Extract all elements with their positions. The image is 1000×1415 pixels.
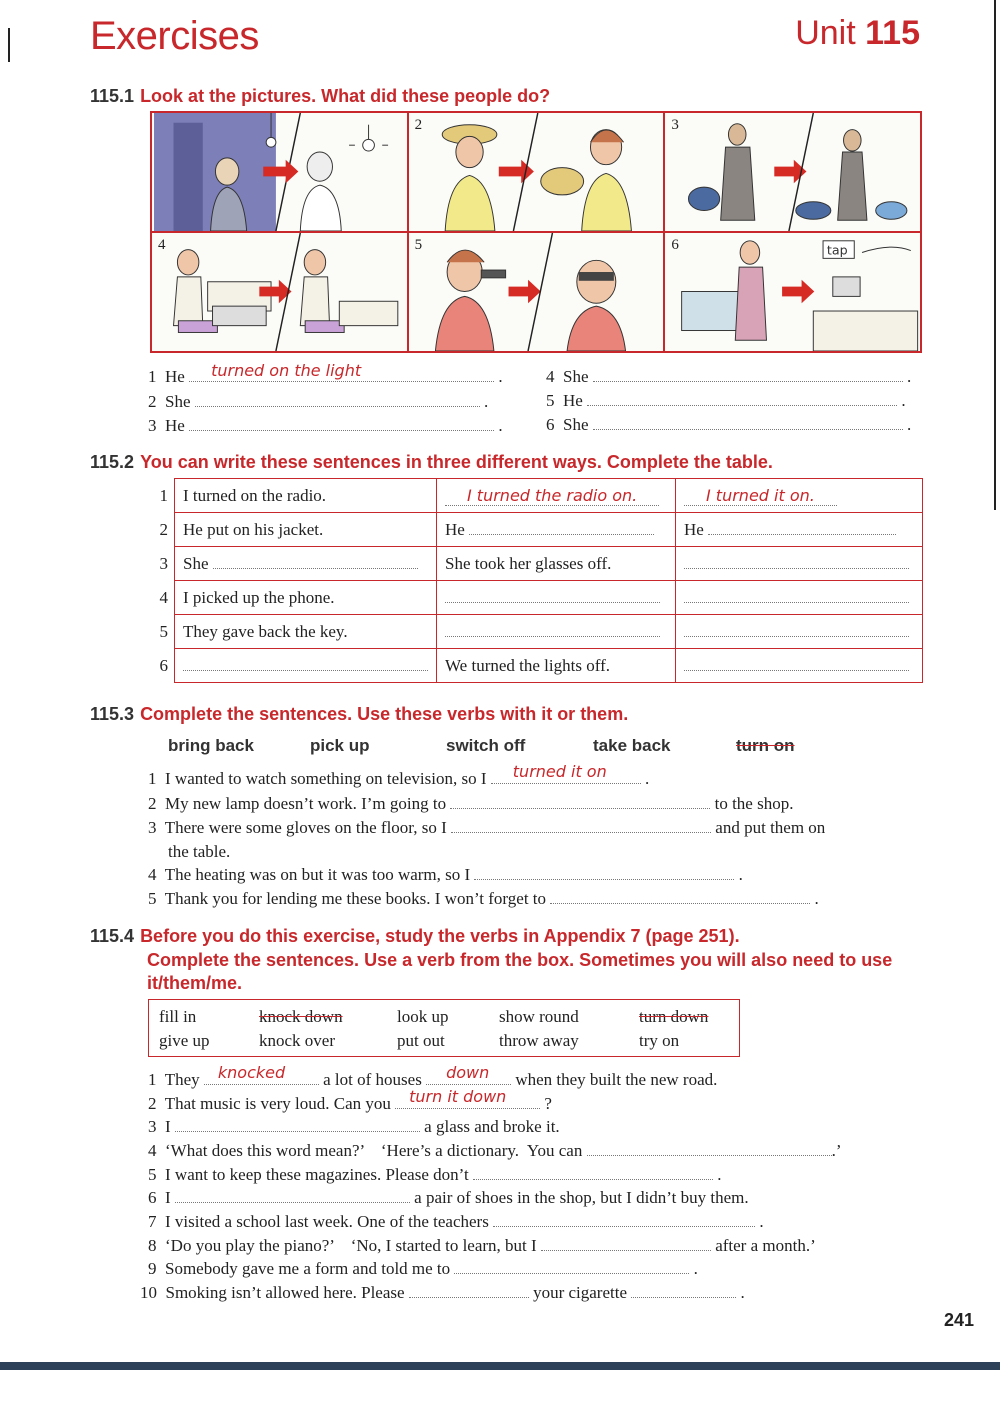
box-verb: knock over bbox=[259, 1031, 336, 1050]
ex3-line-1: 1 I wanted to watch something on television, so I turned it on . bbox=[148, 762, 650, 788]
picture-6: 6 tap bbox=[664, 232, 921, 352]
answer-field-5[interactable] bbox=[587, 391, 897, 406]
answer-field-3[interactable] bbox=[189, 416, 494, 431]
ex4-answer-10b[interactable] bbox=[631, 1283, 736, 1298]
box-verb: show round bbox=[499, 1007, 579, 1026]
ex4-line-2: 2 That music is very loud. Can you turn it down ? bbox=[148, 1087, 552, 1113]
ex3-answer-1[interactable]: turned it on bbox=[491, 769, 641, 784]
verb-item: take back bbox=[593, 736, 671, 755]
table-cell-input[interactable] bbox=[684, 554, 909, 569]
verb-item: pick up bbox=[310, 736, 370, 755]
picture-4: 4 bbox=[151, 232, 408, 352]
table-cell-input[interactable] bbox=[708, 520, 896, 535]
verb-item-used: turn on bbox=[736, 736, 795, 755]
ex4-answer-1a[interactable]: knocked bbox=[204, 1070, 319, 1085]
table-row: 1 I turned on the radio. I turned the radio on. I turned it on. bbox=[148, 479, 923, 513]
ex4-instruction: Complete the sentences. Use a verb from the box. Sometimes you will also need to use bbox=[147, 950, 893, 970]
bottom-bar bbox=[0, 1362, 1000, 1370]
ex4-line-9: 9 Somebody gave me a form and told me to . bbox=[148, 1259, 698, 1278]
ex4-line-3: 3 I a glass and broke it. bbox=[148, 1117, 560, 1136]
ex4-answer-10a[interactable] bbox=[409, 1283, 529, 1298]
ex4-line-6: 6 I a pair of shoes in the shop, but I didn’t buy them. bbox=[148, 1188, 749, 1207]
ex1-line-2: 2 She . bbox=[148, 392, 489, 411]
verb-item: bring back bbox=[168, 736, 254, 755]
ex3-answer-5[interactable] bbox=[550, 889, 810, 904]
ex1-line-1: 1 He turned on the light . bbox=[148, 361, 503, 386]
box-verb-used: knock down bbox=[259, 1007, 343, 1026]
page-title: Exercises bbox=[90, 14, 259, 58]
table-row: 6 We turned the lights off. bbox=[148, 649, 923, 683]
ex4-line-1: 1 They knocked a lot of houses down when they built the new road. bbox=[148, 1063, 718, 1089]
ex1-line-4: 4 She . bbox=[546, 367, 912, 386]
answer-field-2[interactable] bbox=[195, 392, 480, 407]
ex4-line-4: 4 ‘What does this word mean?’ ‘Here’s a dictionary. You can .’ bbox=[148, 1141, 842, 1160]
table-cell-input[interactable] bbox=[684, 622, 909, 637]
ex4-answer-2[interactable]: turn it down bbox=[395, 1094, 540, 1109]
ex1-line-6: 6 She . bbox=[546, 415, 912, 434]
ex4-answer-9[interactable] bbox=[454, 1259, 689, 1274]
picture-2: 2 bbox=[408, 112, 665, 232]
ex3-answer-3[interactable] bbox=[451, 818, 711, 833]
ex4-answer-5[interactable] bbox=[473, 1165, 713, 1180]
picture-grid bbox=[150, 111, 922, 353]
answer-field-1[interactable]: turned on the light bbox=[189, 367, 494, 382]
scan-edge-line bbox=[994, 0, 996, 510]
ex4-instruction-cont: it/them/me. bbox=[147, 973, 243, 993]
table-row: 4 I picked up the phone. bbox=[148, 581, 923, 615]
table-cell-input[interactable] bbox=[183, 656, 428, 671]
picture-2-illustration bbox=[409, 113, 664, 231]
ex4-answer-3[interactable] bbox=[175, 1117, 420, 1132]
ex1-line-5: 5 He . bbox=[546, 391, 906, 410]
box-verb: give up bbox=[159, 1031, 210, 1050]
ex4-answer-7[interactable] bbox=[493, 1212, 755, 1227]
answer-field-6[interactable] bbox=[593, 415, 903, 430]
box-verb: try on bbox=[639, 1031, 680, 1050]
answer-field-4[interactable] bbox=[593, 367, 903, 382]
ex4-answer-4[interactable] bbox=[587, 1141, 832, 1156]
picture-1 bbox=[151, 112, 408, 232]
ex4-line-7: 7 I visited a school last week. One of the teachers . bbox=[148, 1212, 764, 1231]
table-cell-input[interactable] bbox=[445, 622, 660, 637]
unit-label: Unit 115 bbox=[795, 14, 920, 52]
picture-3-illustration bbox=[665, 113, 920, 231]
ex4-verb-box bbox=[148, 999, 740, 1057]
box-verb: fill in bbox=[159, 1007, 197, 1026]
ex1-line-3: 3 He . bbox=[148, 416, 503, 435]
ex4-answer-1b[interactable]: down bbox=[426, 1070, 511, 1085]
picture-4-illustration bbox=[152, 233, 407, 351]
table-cell-answer[interactable]: I turned it on. bbox=[684, 486, 837, 506]
ex3-line-3-cont: the table. bbox=[168, 842, 231, 861]
verb-item: switch off bbox=[446, 736, 526, 755]
ex1-heading: 115.1 Look at the pictures. What did these people do? bbox=[90, 86, 551, 106]
table-cell-input[interactable] bbox=[684, 656, 909, 671]
table-cell-input[interactable] bbox=[469, 520, 654, 535]
margin-mark bbox=[8, 28, 10, 62]
ex3-heading: 115.3 Complete the sentences. Use these verbs with it or them. bbox=[90, 704, 629, 724]
table-row: 3 She She took her glasses off. bbox=[148, 547, 923, 581]
table-cell-input[interactable] bbox=[684, 588, 909, 603]
ex4-heading: 115.4 Before you do this exercise, study the verbs in Appendix 7 (page 251). bbox=[90, 926, 740, 946]
picture-1-illustration bbox=[152, 113, 407, 231]
ex3-line-4: 4 The heating was on but it was too warm, so I . bbox=[148, 865, 743, 884]
ex3-line-2: 2 My new lamp doesn’t work. I’m going to to the shop. bbox=[148, 794, 794, 813]
ex2-heading: 115.2 You can write these sentences in three different ways. Complete the table. bbox=[90, 452, 773, 472]
table-row: 2 He put on his jacket. He He bbox=[148, 513, 923, 547]
picture-6-illustration bbox=[665, 233, 920, 351]
ex3-line-3: 3 There were some gloves on the floor, so I and put them on bbox=[148, 818, 826, 837]
table-cell-input[interactable] bbox=[445, 588, 660, 603]
ex4-line-8: 8 ‘Do you play the piano?’ ‘No, I started to learn, but I after a month.’ bbox=[148, 1236, 816, 1255]
ex4-line-5: 5 I want to keep these magazines. Please don’t . bbox=[148, 1165, 722, 1184]
box-verb: throw away bbox=[499, 1031, 579, 1050]
table-row: 5 They gave back the key. bbox=[148, 615, 923, 649]
ex4-line-10: 10 Smoking isn’t allowed here. Please your cigarette . bbox=[140, 1283, 745, 1302]
unit-number: 115 bbox=[865, 14, 920, 52]
picture-5-illustration bbox=[409, 233, 664, 351]
box-verb-used: turn down bbox=[639, 1007, 709, 1026]
table-cell-input[interactable] bbox=[213, 554, 418, 569]
page-number: 241 bbox=[943, 1310, 974, 1330]
ex4-answer-6[interactable] bbox=[175, 1188, 410, 1203]
tap-label: tap bbox=[827, 242, 849, 258]
table-cell-answer[interactable]: I turned the radio on. bbox=[445, 486, 659, 506]
box-verb: put out bbox=[397, 1031, 445, 1050]
picture-5: 5 bbox=[408, 232, 665, 352]
ex4-answer-8[interactable] bbox=[541, 1236, 711, 1251]
ex3-line-5: 5 Thank you for lending me these books. I won’t forget to . bbox=[148, 889, 819, 908]
picture-3: 3 bbox=[664, 112, 921, 232]
ex3-answer-4[interactable] bbox=[474, 865, 734, 880]
ex2-table bbox=[148, 478, 923, 683]
ex3-answer-2[interactable] bbox=[450, 794, 710, 809]
box-verb: look up bbox=[397, 1007, 449, 1026]
